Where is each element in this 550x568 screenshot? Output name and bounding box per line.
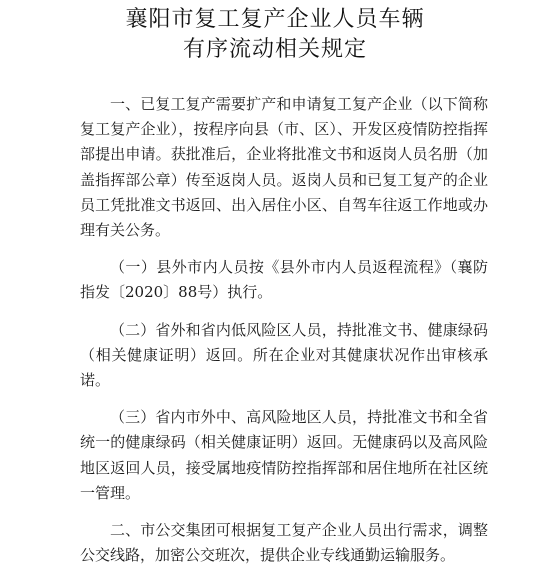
paragraph-item-1: （一）县外市内人员按《县外市内人员返程流程》（襄防指发〔2020〕88号）执行。 [80, 258, 488, 302]
paragraph-section-2: 二、市公交集团可根据复工复产企业人员出行需求，调整公交线路，加密公交班次，提供企业专线通勤运输服务。 [80, 521, 488, 565]
document-body [80, 92, 488, 568]
paragraph-section-1: 一、已复工复产需要扩产和申请复工复产企业（以下简称复工复产企业），按程序向县（市、区）、开发区疫情防控指挥部提出申请。获批准后，企业将批准文书和返岗人员名册（加盖指挥部公章）传至返岗人员。返岗人员和已复工复产的企业员工凭批准文书返回、出入居住小区、自驾车往返工作地或办理有关公务。 [80, 95, 488, 240]
paragraph-item-3: （三）省内市外中、高风险地区人员，持批准文书和全省统一的健康绿码（相关健康证明）返回。无健康码以及高风险地区返回人员，接受属地疫情防控指挥部和居住地所在社区统一管理。 [80, 408, 488, 502]
paragraph-item-2: （二）省外和省内低风险区人员，持批准文书、健康绿码（相关健康证明）返回。所在企业对其健康状况作出审核承诺。 [80, 320, 488, 390]
document-title-line-1: 襄阳市复工复产企业人员车辆 [125, 7, 425, 32]
document-title-line-2: 有序流动相关规定 [182, 37, 367, 62]
